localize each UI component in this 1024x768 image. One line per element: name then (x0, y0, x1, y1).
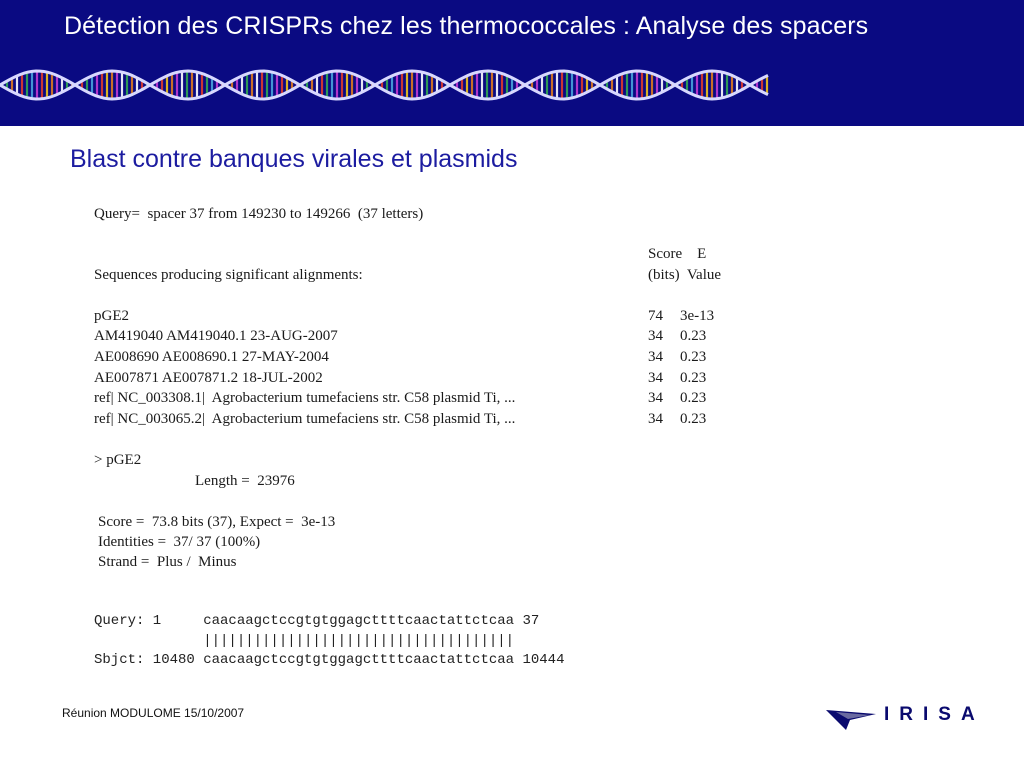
hit-score: 34 (648, 390, 663, 406)
score-header-1: Score E (648, 246, 707, 262)
alignment-query: Query: 1 caacaagctccgtgtggagcttttcaactattctcaa 37 (94, 613, 540, 629)
hit-name: ref| NC_003065.2| Agrobacterium tumefaciens str. C58 plasmid Ti, ... (94, 411, 516, 427)
title-band (0, 0, 1024, 126)
footer-meeting-date: Réunion MODULOME 15/10/2007 (62, 706, 245, 720)
score-line: Score = 73.8 bits (37), Expect = 3e-13 (98, 514, 336, 530)
alignment-sbjct: Sbjct: 10480 caacaagctccgtgtggagcttttcaactattctcaa 10444 (94, 652, 565, 668)
hit-name: AE008690 AE008690.1 27-MAY-2004 (94, 349, 329, 365)
strand-line: Strand = Plus / Minus (98, 554, 237, 570)
hit-name: ref| NC_003308.1| Agrobacterium tumefaciens str. C58 plasmid Ti, ... (94, 390, 516, 406)
slide-subtitle: Blast contre banques virales et plasmids (70, 145, 518, 173)
irisa-logo: IRISA (884, 704, 985, 725)
dna-helix-banner-icon (0, 58, 780, 112)
hit-score: 34 (648, 349, 663, 365)
hit-evalue: 0.23 (680, 328, 707, 344)
hit-name: AE007871 AE007871.2 18-JUL-2002 (94, 370, 323, 386)
hit-score: 34 (648, 411, 663, 427)
hit-evalue: 3e-13 (680, 308, 715, 324)
hit-evalue: 0.23 (680, 349, 707, 365)
score-header-2: (bits) Value (648, 267, 722, 283)
hit-score: 74 (648, 308, 663, 324)
hit-score: 34 (648, 328, 663, 344)
detail-header: > pGE2 (94, 452, 142, 468)
query-line: Query= spacer 37 from 149230 to 149266 (37 letters) (94, 206, 424, 222)
hit-name: AM419040 AM419040.1 23-AUG-2007 (94, 328, 338, 344)
identities-line: Identities = 37/ 37 (100%) (98, 534, 261, 550)
slide-title: Détection des CRISPRs chez les thermococcales : Analyse des spacers (64, 12, 869, 40)
hit-evalue: 0.23 (680, 390, 707, 406)
hit-evalue: 0.23 (680, 370, 707, 386)
hit-evalue: 0.23 (680, 411, 707, 427)
hit-score: 34 (648, 370, 663, 386)
sequences-label: Sequences producing significant alignments: (94, 267, 363, 283)
alignment-match: ||||||||||||||||||||||||||||||||||||| (94, 633, 515, 649)
hit-name: pGE2 (94, 308, 129, 324)
length-line: Length = 23976 (195, 473, 295, 489)
